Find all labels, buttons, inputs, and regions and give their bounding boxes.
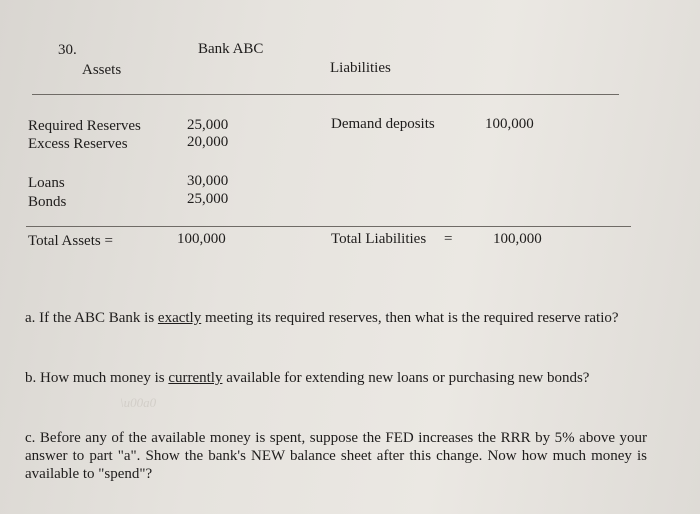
total-liabilities-value: 100,000 bbox=[493, 231, 542, 247]
question-b-text-2: available for extending new loans or purchasing new bonds? bbox=[222, 370, 590, 386]
question-c: c. Before any of the available money is spent, suppose the FED increases the RRR by 5% above your answer to part "a". Show the bank's NEW balance sheet after this change. Now how much money is available to "spend"? bbox=[25, 430, 647, 482]
total-assets-value: 100,000 bbox=[177, 231, 226, 247]
question-a bbox=[25, 309, 647, 327]
assets-header: Assets bbox=[82, 62, 122, 78]
bonds-label: Bonds bbox=[28, 194, 67, 210]
header-rule bbox=[32, 94, 619, 95]
faint-bleedthrough: \u00a0 bbox=[120, 395, 157, 410]
loans-value: 30,000 bbox=[187, 173, 229, 189]
question-a-emphasis: exactly bbox=[157, 310, 202, 326]
demand-deposits-label: Demand deposits bbox=[331, 116, 435, 132]
total-liabilities-equals: = bbox=[444, 231, 453, 247]
question-a-text-2: meeting its required reserves, then what is the required reserve ratio? bbox=[201, 310, 619, 326]
liabilities-header: Liabilities bbox=[330, 60, 391, 76]
bonds-value: 25,000 bbox=[187, 191, 229, 207]
total-assets-label: Total Assets = bbox=[28, 233, 113, 249]
question-b bbox=[25, 369, 647, 387]
loans-label: Loans bbox=[28, 175, 65, 191]
excess-reserves-value: 20,000 bbox=[187, 134, 229, 150]
totals-rule bbox=[26, 226, 631, 227]
required-reserves-label: Required Reserves bbox=[28, 118, 141, 134]
question-a-text-1: a. If the ABC Bank is bbox=[25, 310, 158, 326]
demand-deposits-value: 100,000 bbox=[485, 116, 534, 132]
problem-number: 30. bbox=[58, 42, 77, 58]
required-reserves-value: 25,000 bbox=[187, 117, 229, 133]
question-b-text-1: b. How much money is bbox=[25, 370, 169, 386]
total-liabilities-label: Total Liabilities bbox=[331, 231, 427, 247]
question-b-emphasis: currently bbox=[168, 370, 223, 386]
bank-title: Bank ABC bbox=[198, 41, 264, 57]
excess-reserves-label: Excess Reserves bbox=[28, 136, 128, 152]
